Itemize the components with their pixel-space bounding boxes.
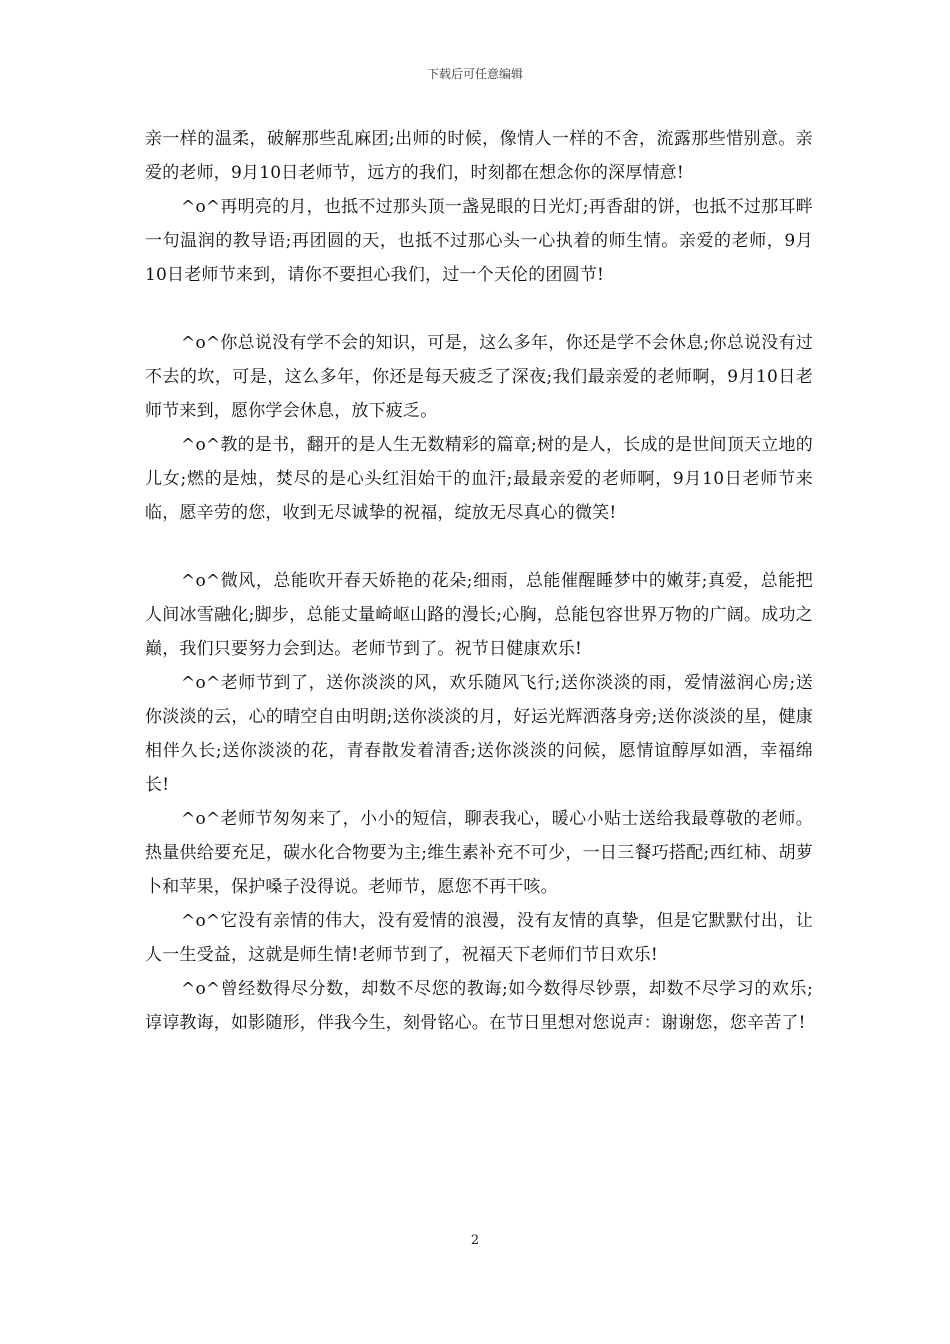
page-number: 2 — [470, 1233, 480, 1248]
paragraph: ^o^微风，总能吹开春天娇艳的花朵;细雨，总能催醒睡梦中的嫩芽;真爱，总能把人间冰雪融化;脚步，总能丈量崎岖山路的漫长;心胸，总能包容世界万物的广阔。成功之巅，我们只要努力会到达。老师节到了。祝节日健康欢乐! — [145, 571, 813, 659]
document-body — [145, 122, 813, 1040]
paragraph: ^o^曾经数得尽分数，却数不尽您的教诲;如今数得尽钞票，却数不尽学习的欢乐;谆谆教诲，如影随形，伴我今生，刻骨铭心。在节日里想对您说声：谢谢您，您辛苦了! — [145, 979, 813, 1033]
paragraph: ^o^教的是书，翻开的是人生无数精彩的篇章;树的是人，长成的是世间顶天立地的儿女;燃的是烛，焚尽的是心头红泪始干的血汗;最最亲爱的老师啊，9月10日老师节来临，愿辛劳的您，收到无尽诚挚的祝福，绽放无尽真心的微笑! — [145, 435, 813, 523]
paragraph: ^o^老师节到了，送你淡淡的风，欢乐随风飞行;送你淡淡的雨，爱情滋润心房;送你淡淡的云，心的晴空自由明朗;送你淡淡的月，好运光辉洒落身旁;送你淡淡的星，健康相伴久长;送你淡淡的花，青春散发着清香;送你淡淡的问候，愿情谊醇厚如酒，幸福绵长! — [145, 673, 813, 795]
paragraph: ^o^再明亮的月，也抵不过那头顶一盏晃眼的日光灯;再香甜的饼，也抵不过那耳畔一句温润的教导语;再团圆的天，也抵不过那心头一心执着的师生情。亲爱的老师，9月10日老师节来到，请你不要担心我们，过一个天伦的团圆节! — [145, 197, 813, 285]
paragraph: ^o^它没有亲情的伟大，没有爱情的浪漫，没有友情的真挚，但是它默默付出，让人一生受益，这就是师生情!老师节到了，祝福天下老师们节日欢乐! — [145, 911, 813, 965]
paragraph: ^o^你总说没有学不会的知识，可是，这么多年，你还是学不会休息;你总说没有过不去的坎，可是，这么多年，你还是每天疲乏了深夜;我们最亲爱的老师啊，9月10日老师节来到，愿你学会休息，放下疲乏。 — [145, 333, 813, 421]
page-header: 下载后可任意编辑 — [426, 67, 523, 81]
paragraph-continuation: 亲一样的温柔，破解那些乱麻团;出师的时候，像情人一样的不舍，流露那些惜别意。亲爱的老师，9月10日老师节，远方的我们，时刻都在想念你的深厚情意! — [145, 129, 813, 183]
paragraph: ^o^老师节匆匆来了，小小的短信，聊表我心，暖心小贴士送给我最尊敬的老师。热量供给要充足，碳水化合物要为主;维生素补充不可少，一日三餐巧搭配;西红柿、胡萝卜和苹果，保护嗓子没得说。老师节，愿您不再干咳。 — [145, 809, 813, 897]
